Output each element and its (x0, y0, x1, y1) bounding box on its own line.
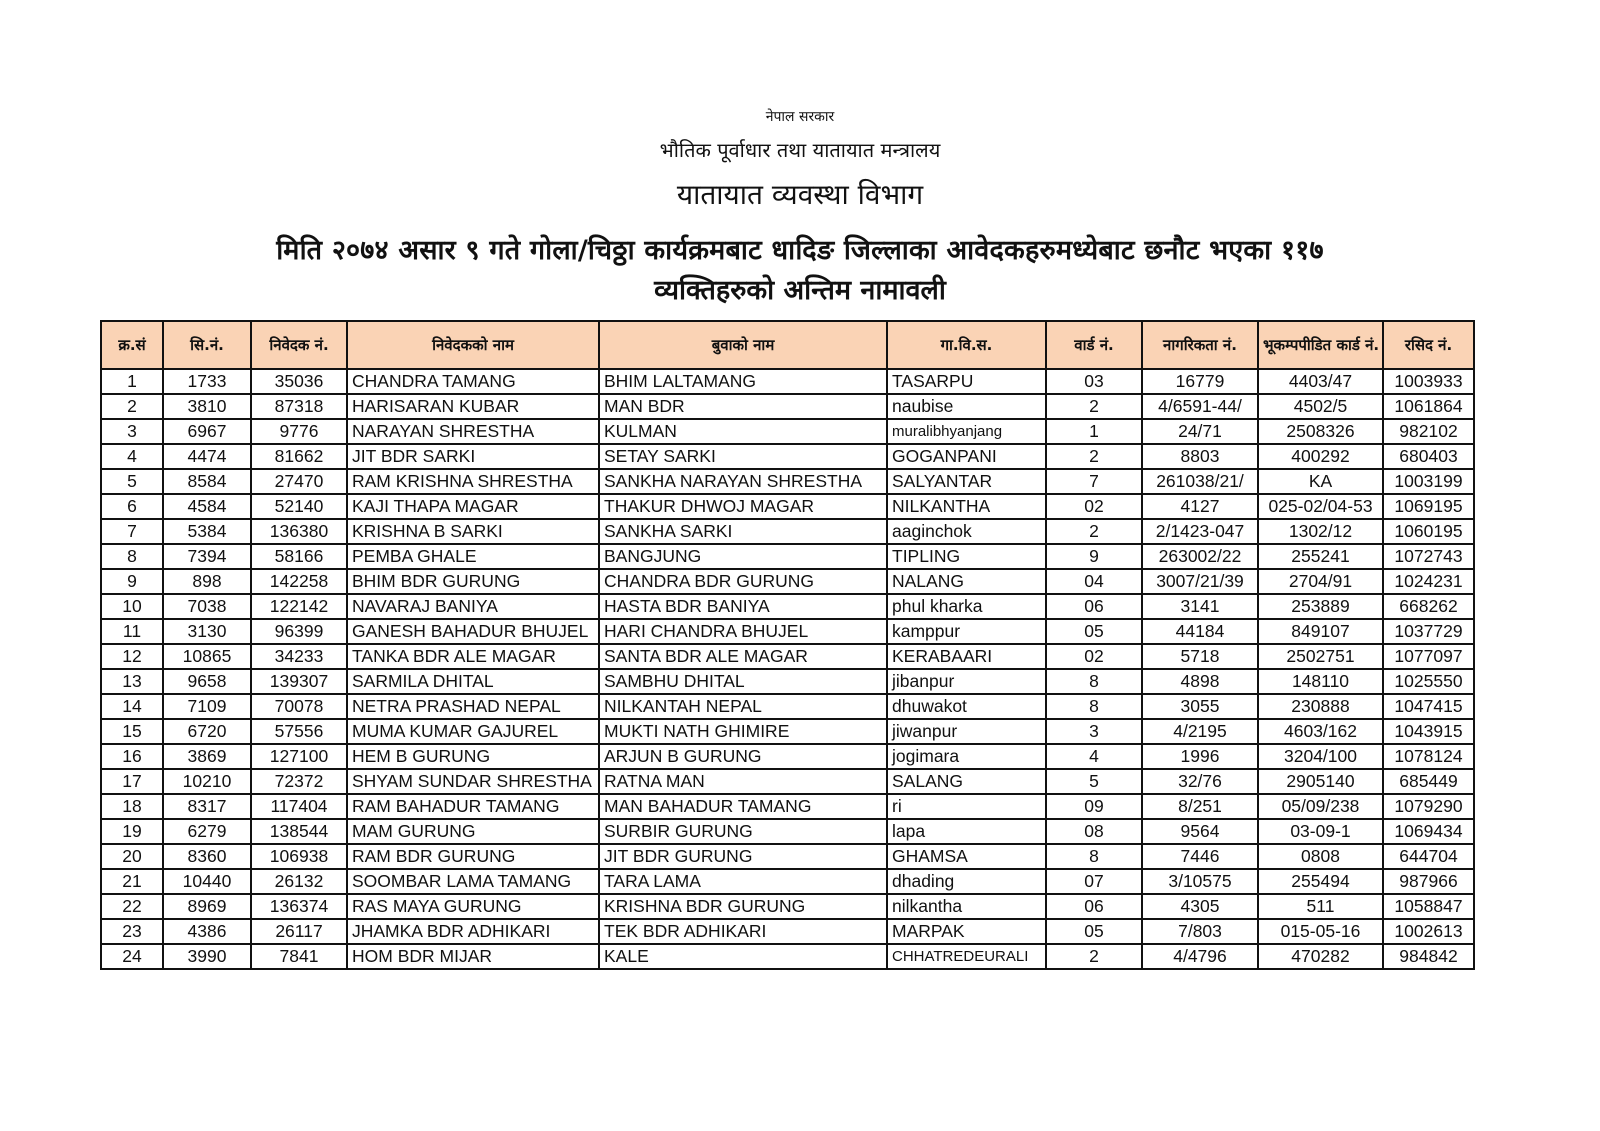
cell-father-name: MAN BDR (599, 394, 887, 419)
cell-applicant-no: 27470 (251, 469, 347, 494)
cell-sn: 9658 (163, 669, 251, 694)
cell-ward-no: 8 (1046, 844, 1142, 869)
table-row (101, 844, 1474, 869)
cell-applicant-name: JHAMKA BDR ADHIKARI (347, 919, 599, 944)
cell-earthquake-card-no: 4502/5 (1258, 394, 1383, 419)
cell-serial-no: 12 (101, 644, 163, 669)
cell-ward-no: 2 (1046, 394, 1142, 419)
column-header-serial-no: क्र.सं (101, 321, 163, 369)
cell-sn: 6967 (163, 419, 251, 444)
government-heading: नेपाल सरकार (765, 109, 835, 125)
cell-father-name: TEK BDR ADHIKARI (599, 919, 887, 944)
document-title-line1: मिति २०७४ असार ९ गते गोला/चिठ्ठा कार्यक्रमबाट धादिङ जिल्लाका आवेदकहरुमध्येबाट छनौट भएका ११७ (276, 235, 1324, 266)
cell-earthquake-card-no: 470282 (1258, 944, 1383, 969)
cell-earthquake-card-no: 148110 (1258, 669, 1383, 694)
cell-father-name: TARA LAMA (599, 869, 887, 894)
cell-father-name: HARI CHANDRA BHUJEL (599, 619, 887, 644)
cell-applicant-name: HARISARAN KUBAR (347, 394, 599, 419)
cell-sn: 4584 (163, 494, 251, 519)
cell-vdc: KERABAARI (887, 644, 1046, 669)
cell-serial-no: 18 (101, 794, 163, 819)
cell-receipt-no: 1024231 (1383, 569, 1474, 594)
table-row (101, 894, 1474, 919)
cell-citizenship-no: 4898 (1142, 669, 1258, 694)
cell-earthquake-card-no: 025-02/04-53 (1258, 494, 1383, 519)
cell-sn: 6720 (163, 719, 251, 744)
cell-applicant-no: 26117 (251, 919, 347, 944)
cell-receipt-no: 1058847 (1383, 894, 1474, 919)
cell-applicant-no: 117404 (251, 794, 347, 819)
column-header-applicant-no: निवेदक नं. (251, 321, 347, 369)
cell-ward-no: 02 (1046, 644, 1142, 669)
cell-applicant-name: JIT BDR SARKI (347, 444, 599, 469)
cell-applicant-name: RAS MAYA GURUNG (347, 894, 599, 919)
cell-applicant-name: SARMILA DHITAL (347, 669, 599, 694)
cell-ward-no: 09 (1046, 794, 1142, 819)
cell-serial-no: 8 (101, 544, 163, 569)
cell-ward-no: 3 (1046, 719, 1142, 744)
cell-citizenship-no: 9564 (1142, 819, 1258, 844)
cell-applicant-name: RAM BDR GURUNG (347, 844, 599, 869)
cell-receipt-no: 1003199 (1383, 469, 1474, 494)
cell-sn: 4474 (163, 444, 251, 469)
table-row (101, 819, 1474, 844)
cell-receipt-no: 987966 (1383, 869, 1474, 894)
cell-sn: 3810 (163, 394, 251, 419)
cell-father-name: HASTA BDR BANIYA (599, 594, 887, 619)
cell-ward-no: 5 (1046, 769, 1142, 794)
cell-father-name: SANKHA SARKI (599, 519, 887, 544)
cell-earthquake-card-no: 230888 (1258, 694, 1383, 719)
cell-ward-no: 2 (1046, 444, 1142, 469)
cell-vdc: jibanpur (887, 669, 1046, 694)
cell-citizenship-no: 24/71 (1142, 419, 1258, 444)
cell-father-name: BHIM LALTAMANG (599, 369, 887, 394)
cell-ward-no: 05 (1046, 919, 1142, 944)
cell-sn: 1733 (163, 369, 251, 394)
cell-earthquake-card-no: 255494 (1258, 869, 1383, 894)
cell-father-name: NILKANTAH NEPAL (599, 694, 887, 719)
cell-vdc: CHHATREDEURALI (887, 944, 1046, 969)
cell-ward-no: 04 (1046, 569, 1142, 594)
cell-receipt-no: 982102 (1383, 419, 1474, 444)
cell-earthquake-card-no: 2905140 (1258, 769, 1383, 794)
cell-serial-no: 7 (101, 519, 163, 544)
cell-serial-no: 23 (101, 919, 163, 944)
cell-applicant-no: 72372 (251, 769, 347, 794)
cell-applicant-name: NETRA PRASHAD NEPAL (347, 694, 599, 719)
cell-sn: 10210 (163, 769, 251, 794)
cell-citizenship-no: 4/6591-44/ (1142, 394, 1258, 419)
cell-vdc: muralibhyanjang (887, 419, 1046, 444)
cell-serial-no: 9 (101, 569, 163, 594)
cell-earthquake-card-no: 05/09/238 (1258, 794, 1383, 819)
cell-father-name: MUKTI NATH GHIMIRE (599, 719, 887, 744)
cell-applicant-name: CHANDRA TAMANG (347, 369, 599, 394)
cell-serial-no: 21 (101, 869, 163, 894)
cell-father-name: SANTA BDR ALE MAGAR (599, 644, 887, 669)
cell-ward-no: 9 (1046, 544, 1142, 569)
cell-ward-no: 08 (1046, 819, 1142, 844)
cell-citizenship-no: 3141 (1142, 594, 1258, 619)
cell-citizenship-no: 7/803 (1142, 919, 1258, 944)
cell-applicant-no: 9776 (251, 419, 347, 444)
table-row (101, 394, 1474, 419)
cell-citizenship-no: 4/4796 (1142, 944, 1258, 969)
cell-applicant-no: 35036 (251, 369, 347, 394)
cell-applicant-name: KRISHNA B SARKI (347, 519, 599, 544)
cell-citizenship-no: 8/251 (1142, 794, 1258, 819)
cell-father-name: KRISHNA BDR GURUNG (599, 894, 887, 919)
cell-father-name: KULMAN (599, 419, 887, 444)
cell-earthquake-card-no: KA (1258, 469, 1383, 494)
cell-sn: 10440 (163, 869, 251, 894)
cell-citizenship-no: 32/76 (1142, 769, 1258, 794)
cell-applicant-no: 26132 (251, 869, 347, 894)
cell-father-name: RATNA MAN (599, 769, 887, 794)
cell-father-name: CHANDRA BDR GURUNG (599, 569, 887, 594)
cell-vdc: dhuwakot (887, 694, 1046, 719)
cell-serial-no: 17 (101, 769, 163, 794)
cell-ward-no: 03 (1046, 369, 1142, 394)
cell-sn: 7109 (163, 694, 251, 719)
cell-citizenship-no: 263002/22 (1142, 544, 1258, 569)
cell-receipt-no: 644704 (1383, 844, 1474, 869)
cell-vdc: jogimara (887, 744, 1046, 769)
cell-vdc: SALYANTAR (887, 469, 1046, 494)
cell-ward-no: 05 (1046, 619, 1142, 644)
table-row (101, 644, 1474, 669)
cell-applicant-name: SOOMBAR LAMA TAMANG (347, 869, 599, 894)
cell-receipt-no: 685449 (1383, 769, 1474, 794)
applicant-list-table (100, 320, 1475, 970)
cell-citizenship-no: 4305 (1142, 894, 1258, 919)
table-body (101, 369, 1474, 969)
cell-applicant-name: KAJI THAPA MAGAR (347, 494, 599, 519)
cell-ward-no: 2 (1046, 519, 1142, 544)
document-title-line2: व्यक्तिहरुको अन्तिम नामावली (654, 275, 946, 306)
cell-vdc: jiwanpur (887, 719, 1046, 744)
cell-applicant-no: 139307 (251, 669, 347, 694)
cell-receipt-no: 1072743 (1383, 544, 1474, 569)
cell-sn: 7394 (163, 544, 251, 569)
cell-earthquake-card-no: 2508326 (1258, 419, 1383, 444)
table-row (101, 594, 1474, 619)
cell-earthquake-card-no: 4603/162 (1258, 719, 1383, 744)
cell-applicant-no: 7841 (251, 944, 347, 969)
table-row (101, 419, 1474, 444)
table-row (101, 744, 1474, 769)
cell-ward-no: 7 (1046, 469, 1142, 494)
cell-father-name: ARJUN B GURUNG (599, 744, 887, 769)
cell-vdc: dhading (887, 869, 1046, 894)
ministry-heading: भौतिक पूर्वाधार तथा यातायात मन्त्रालय (659, 138, 941, 162)
cell-citizenship-no: 4/2195 (1142, 719, 1258, 744)
cell-earthquake-card-no: 015-05-16 (1258, 919, 1383, 944)
cell-citizenship-no: 5718 (1142, 644, 1258, 669)
cell-citizenship-no: 1996 (1142, 744, 1258, 769)
cell-ward-no: 8 (1046, 694, 1142, 719)
cell-serial-no: 5 (101, 469, 163, 494)
cell-citizenship-no: 4127 (1142, 494, 1258, 519)
cell-vdc: GOGANPANI (887, 444, 1046, 469)
cell-sn: 6279 (163, 819, 251, 844)
cell-applicant-no: 122142 (251, 594, 347, 619)
cell-citizenship-no: 3007/21/39 (1142, 569, 1258, 594)
table-row (101, 694, 1474, 719)
column-header-applicant-name: निवेदकको नाम (347, 321, 599, 369)
table-row (101, 544, 1474, 569)
cell-applicant-name: GANESH BAHADUR BHUJEL (347, 619, 599, 644)
table-row (101, 919, 1474, 944)
cell-applicant-no: 106938 (251, 844, 347, 869)
cell-receipt-no: 680403 (1383, 444, 1474, 469)
cell-ward-no: 02 (1046, 494, 1142, 519)
cell-citizenship-no: 16779 (1142, 369, 1258, 394)
column-header-citizenship-no: नागरिकता नं. (1142, 321, 1258, 369)
cell-earthquake-card-no: 4403/47 (1258, 369, 1383, 394)
cell-applicant-no: 58166 (251, 544, 347, 569)
cell-serial-no: 15 (101, 719, 163, 744)
cell-earthquake-card-no: 3204/100 (1258, 744, 1383, 769)
cell-sn: 4386 (163, 919, 251, 944)
cell-applicant-no: 57556 (251, 719, 347, 744)
cell-serial-no: 6 (101, 494, 163, 519)
column-header-vdc: गा.वि.स. (887, 321, 1046, 369)
table-row (101, 619, 1474, 644)
table-row (101, 494, 1474, 519)
cell-applicant-name: SHYAM SUNDAR SHRESTHA (347, 769, 599, 794)
cell-receipt-no: 984842 (1383, 944, 1474, 969)
cell-earthquake-card-no: 2502751 (1258, 644, 1383, 669)
cell-ward-no: 8 (1046, 669, 1142, 694)
cell-receipt-no: 1043915 (1383, 719, 1474, 744)
table-row (101, 944, 1474, 969)
column-header-earthquake-card-no: भूकम्पपीडित कार्ड नं. (1258, 321, 1383, 369)
table-row (101, 569, 1474, 594)
cell-serial-no: 10 (101, 594, 163, 619)
cell-receipt-no: 1025550 (1383, 669, 1474, 694)
cell-receipt-no: 1069195 (1383, 494, 1474, 519)
cell-applicant-name: NAVARAJ BANIYA (347, 594, 599, 619)
cell-vdc: lapa (887, 819, 1046, 844)
cell-receipt-no: 1078124 (1383, 744, 1474, 769)
cell-serial-no: 16 (101, 744, 163, 769)
cell-citizenship-no: 7446 (1142, 844, 1258, 869)
cell-applicant-no: 136374 (251, 894, 347, 919)
cell-sn: 8360 (163, 844, 251, 869)
cell-sn: 7038 (163, 594, 251, 619)
cell-father-name: SANKHA NARAYAN SHRESTHA (599, 469, 887, 494)
cell-applicant-no: 34233 (251, 644, 347, 669)
cell-applicant-no: 70078 (251, 694, 347, 719)
cell-ward-no: 06 (1046, 594, 1142, 619)
cell-citizenship-no: 3055 (1142, 694, 1258, 719)
cell-applicant-name: PEMBA GHALE (347, 544, 599, 569)
cell-receipt-no: 1060195 (1383, 519, 1474, 544)
cell-vdc: nilkantha (887, 894, 1046, 919)
cell-receipt-no: 668262 (1383, 594, 1474, 619)
cell-father-name: MAN BAHADUR TAMANG (599, 794, 887, 819)
cell-earthquake-card-no: 511 (1258, 894, 1383, 919)
table-row (101, 794, 1474, 819)
cell-applicant-no: 136380 (251, 519, 347, 544)
cell-receipt-no: 1037729 (1383, 619, 1474, 644)
cell-serial-no: 14 (101, 694, 163, 719)
cell-applicant-no: 96399 (251, 619, 347, 644)
cell-citizenship-no: 44184 (1142, 619, 1258, 644)
cell-vdc: naubise (887, 394, 1046, 419)
cell-earthquake-card-no: 2704/91 (1258, 569, 1383, 594)
cell-earthquake-card-no: 253889 (1258, 594, 1383, 619)
cell-vdc: TIPLING (887, 544, 1046, 569)
cell-vdc: MARPAK (887, 919, 1046, 944)
cell-vdc: aaginchok (887, 519, 1046, 544)
cell-serial-no: 2 (101, 394, 163, 419)
cell-applicant-no: 87318 (251, 394, 347, 419)
cell-applicant-name: TANKA BDR ALE MAGAR (347, 644, 599, 669)
column-header-sn: सि.नं. (163, 321, 251, 369)
cell-receipt-no: 1079290 (1383, 794, 1474, 819)
cell-earthquake-card-no: 03-09-1 (1258, 819, 1383, 844)
cell-father-name: THAKUR DHWOJ MAGAR (599, 494, 887, 519)
cell-serial-no: 11 (101, 619, 163, 644)
cell-vdc: GHAMSA (887, 844, 1046, 869)
cell-sn: 8584 (163, 469, 251, 494)
cell-earthquake-card-no: 849107 (1258, 619, 1383, 644)
cell-applicant-name: MUMA KUMAR GAJUREL (347, 719, 599, 744)
cell-receipt-no: 1077097 (1383, 644, 1474, 669)
cell-applicant-name: HOM BDR MIJAR (347, 944, 599, 969)
cell-vdc: phul kharka (887, 594, 1046, 619)
cell-serial-no: 20 (101, 844, 163, 869)
cell-applicant-name: NARAYAN SHRESTHA (347, 419, 599, 444)
cell-citizenship-no: 2/1423-047 (1142, 519, 1258, 544)
cell-serial-no: 4 (101, 444, 163, 469)
cell-applicant-name: RAM KRISHNA SHRESTHA (347, 469, 599, 494)
cell-sn: 8317 (163, 794, 251, 819)
cell-father-name: SAMBHU DHITAL (599, 669, 887, 694)
cell-serial-no: 1 (101, 369, 163, 394)
table-row (101, 444, 1474, 469)
cell-vdc: SALANG (887, 769, 1046, 794)
column-header-receipt-no: रसिद नं. (1383, 321, 1474, 369)
cell-vdc: NALANG (887, 569, 1046, 594)
cell-applicant-name: RAM BAHADUR TAMANG (347, 794, 599, 819)
cell-serial-no: 13 (101, 669, 163, 694)
cell-earthquake-card-no: 400292 (1258, 444, 1383, 469)
cell-sn: 3130 (163, 619, 251, 644)
cell-sn: 3869 (163, 744, 251, 769)
cell-sn: 898 (163, 569, 251, 594)
cell-receipt-no: 1061864 (1383, 394, 1474, 419)
cell-father-name: BANGJUNG (599, 544, 887, 569)
cell-applicant-no: 81662 (251, 444, 347, 469)
cell-applicant-no: 127100 (251, 744, 347, 769)
cell-applicant-no: 142258 (251, 569, 347, 594)
cell-father-name: SETAY SARKI (599, 444, 887, 469)
table-row (101, 769, 1474, 794)
cell-sn: 3990 (163, 944, 251, 969)
cell-serial-no: 3 (101, 419, 163, 444)
table-row (101, 369, 1474, 394)
cell-serial-no: 19 (101, 819, 163, 844)
cell-ward-no: 1 (1046, 419, 1142, 444)
cell-father-name: SURBIR GURUNG (599, 819, 887, 844)
cell-citizenship-no: 3/10575 (1142, 869, 1258, 894)
table-row (101, 669, 1474, 694)
cell-receipt-no: 1003933 (1383, 369, 1474, 394)
cell-vdc: NILKANTHA (887, 494, 1046, 519)
cell-earthquake-card-no: 0808 (1258, 844, 1383, 869)
cell-sn: 8969 (163, 894, 251, 919)
cell-citizenship-no: 261038/21/ (1142, 469, 1258, 494)
column-header-ward-no: वार्ड नं. (1046, 321, 1142, 369)
cell-receipt-no: 1047415 (1383, 694, 1474, 719)
cell-vdc: TASARPU (887, 369, 1046, 394)
cell-serial-no: 22 (101, 894, 163, 919)
table-row (101, 519, 1474, 544)
table-row (101, 469, 1474, 494)
cell-applicant-name: MAM GURUNG (347, 819, 599, 844)
cell-serial-no: 24 (101, 944, 163, 969)
cell-sn: 5384 (163, 519, 251, 544)
cell-father-name: JIT BDR GURUNG (599, 844, 887, 869)
cell-sn: 10865 (163, 644, 251, 669)
cell-applicant-no: 52140 (251, 494, 347, 519)
cell-receipt-no: 1002613 (1383, 919, 1474, 944)
cell-applicant-name: HEM B GURUNG (347, 744, 599, 769)
cell-vdc: ri (887, 794, 1046, 819)
cell-earthquake-card-no: 255241 (1258, 544, 1383, 569)
cell-father-name: KALE (599, 944, 887, 969)
cell-ward-no: 06 (1046, 894, 1142, 919)
cell-ward-no: 2 (1046, 944, 1142, 969)
cell-earthquake-card-no: 1302/12 (1258, 519, 1383, 544)
cell-ward-no: 07 (1046, 869, 1142, 894)
table-header-row (101, 321, 1474, 369)
cell-ward-no: 4 (1046, 744, 1142, 769)
cell-receipt-no: 1069434 (1383, 819, 1474, 844)
table-row (101, 719, 1474, 744)
cell-applicant-name: BHIM BDR GURUNG (347, 569, 599, 594)
table-row (101, 869, 1474, 894)
column-header-father-name: बुवाको नाम (599, 321, 887, 369)
cell-citizenship-no: 8803 (1142, 444, 1258, 469)
cell-vdc: kamppur (887, 619, 1046, 644)
department-heading: यातायात व्यवस्था विभाग (676, 178, 924, 211)
cell-applicant-no: 138544 (251, 819, 347, 844)
